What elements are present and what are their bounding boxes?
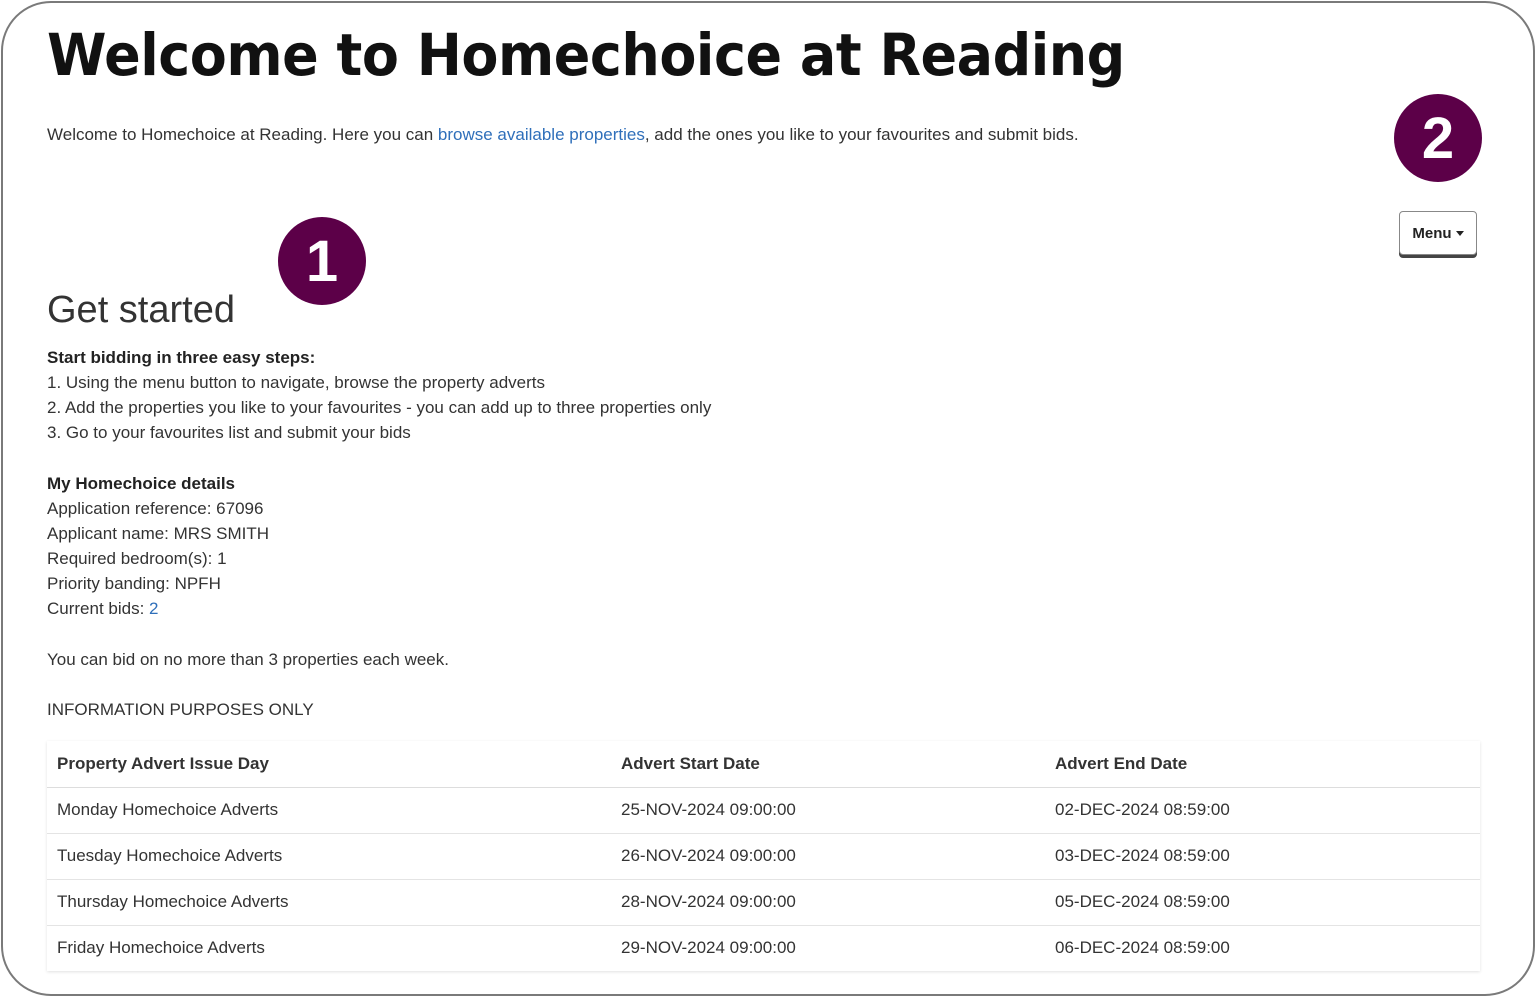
- application-reference: Application reference: 67096: [47, 499, 264, 518]
- table-cell: 25-NOV-2024 09:00:00: [611, 787, 1045, 833]
- table-cell: Tuesday Homechoice Adverts: [47, 833, 611, 879]
- table-cell: 26-NOV-2024 09:00:00: [611, 833, 1045, 879]
- get-started-heading: Get started: [47, 289, 235, 331]
- browse-properties-link[interactable]: browse available properties: [437, 125, 645, 144]
- table-cell: 29-NOV-2024 09:00:00: [611, 925, 1045, 971]
- table-row: [47, 833, 1480, 879]
- table-cell: Friday Homechoice Adverts: [47, 925, 611, 971]
- column-header: Advert End Date: [1045, 741, 1480, 787]
- browser-window: [1, 1, 1535, 996]
- menu-label: Menu: [1412, 224, 1452, 242]
- table-row: [47, 879, 1480, 925]
- bid-limit-note: You can bid on no more than 3 properties each week.: [47, 650, 449, 669]
- table-cell: 03-DEC-2024 08:59:00: [1045, 833, 1480, 879]
- table-cell: Thursday Homechoice Adverts: [47, 879, 611, 925]
- applicant-name: Applicant name: MRS SMITH: [47, 524, 270, 543]
- table-cell: 02-DEC-2024 08:59:00: [1045, 787, 1480, 833]
- annotation-badge-1: 1: [278, 217, 366, 305]
- table-cell: Monday Homechoice Adverts: [47, 787, 611, 833]
- current-bids-label: Current bids:: [47, 599, 150, 618]
- table-row: [47, 925, 1480, 971]
- details-title: My Homechoice details: [47, 474, 236, 493]
- table-row: [47, 787, 1480, 833]
- caret-down-icon: [1456, 231, 1464, 236]
- column-header: Advert Start Date: [611, 741, 1045, 787]
- current-bids-link[interactable]: 2: [149, 599, 159, 618]
- steps-block: [47, 345, 711, 445]
- intro-text: [47, 125, 1079, 145]
- table-header-row: [47, 741, 1480, 787]
- details-block: [47, 471, 269, 621]
- column-header: Property Advert Issue Day: [47, 741, 611, 787]
- required-bedrooms: Required bedroom(s): 1: [47, 549, 227, 568]
- steps-title: Start bidding in three easy steps:: [47, 348, 316, 367]
- menu-button[interactable]: [1399, 211, 1477, 255]
- table-cell: 28-NOV-2024 09:00:00: [611, 879, 1045, 925]
- page-title: Welcome to Homechoice at Reading: [47, 21, 1125, 89]
- table-cell: 06-DEC-2024 08:59:00: [1045, 925, 1480, 971]
- current-bids: [47, 596, 269, 621]
- intro-after: , add the ones you like to your favourites and submit bids.: [644, 125, 1079, 144]
- intro-before: Welcome to Homechoice at Reading. Here you can: [47, 125, 438, 144]
- step-item: 3. Go to your favourites list and submit your bids: [47, 423, 411, 442]
- info-note: INFORMATION PURPOSES ONLY: [47, 700, 314, 719]
- step-item: 1. Using the menu button to navigate, browse the property adverts: [47, 373, 546, 392]
- step-item: 2. Add the properties you like to your favourites - you can add up to three properties only: [47, 398, 712, 417]
- annotation-badge-2: 2: [1394, 94, 1482, 182]
- advert-schedule-table: [47, 741, 1480, 971]
- table-cell: 05-DEC-2024 08:59:00: [1045, 879, 1480, 925]
- priority-banding: Priority banding: NPFH: [47, 574, 221, 593]
